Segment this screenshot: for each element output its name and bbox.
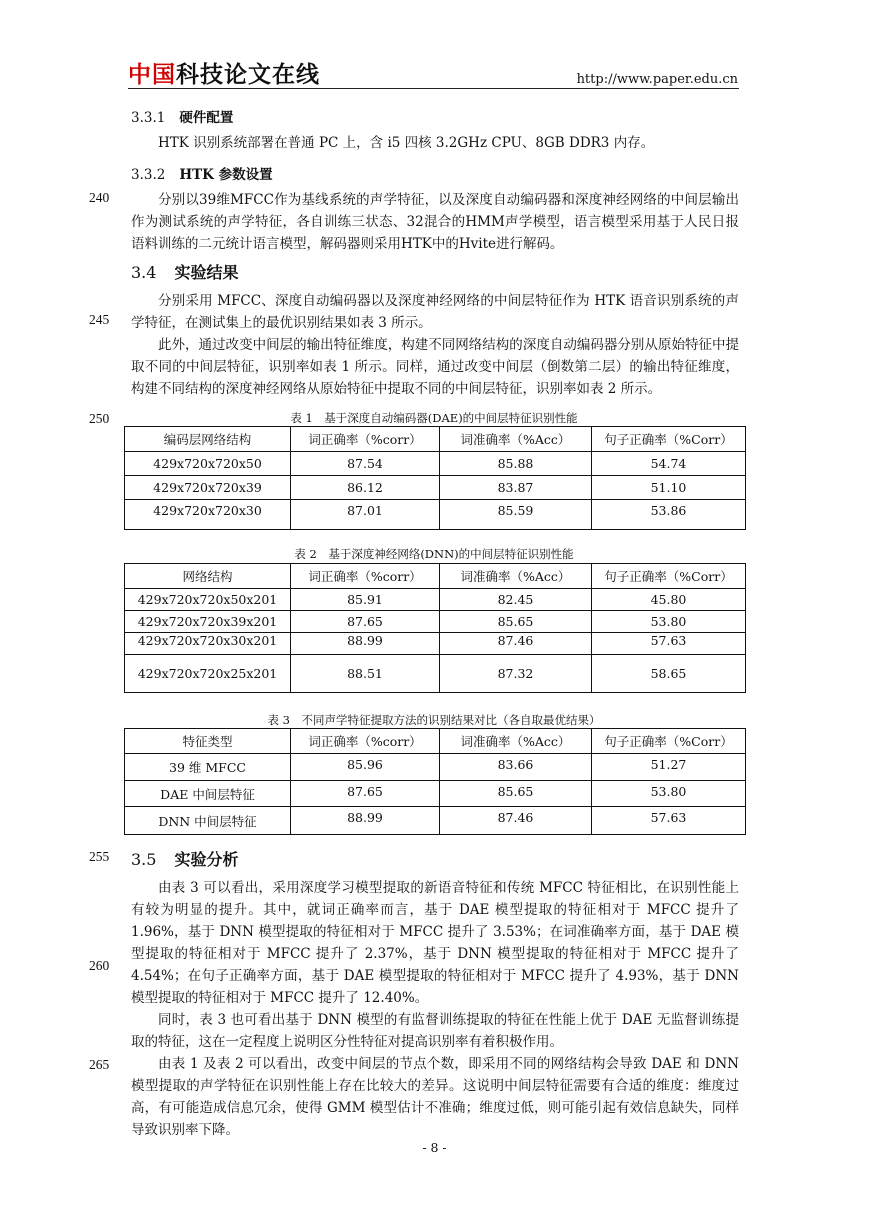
table-cell: 429x720x720x30x201	[125, 633, 291, 655]
header-url[interactable]: http://www.paper.edu.cn	[576, 72, 738, 87]
paragraph-htk-params: 分别以39维MFCC作为基线系统的声学特征，以及深度自动编码器和深度神经网络的中间层输出作为测试系统的声学特征，各自训练三状态、32混合的HMM声学模型，语言模型采用基于人民日报语料训练的二元统计语言模型，解码器则采用HTK中的Hvite进行解码。	[131, 192, 739, 252]
table-cell: 87.46	[440, 633, 592, 655]
table-cell: 85.96	[291, 754, 440, 781]
table-cell: 429x720x720x50x201	[125, 589, 291, 611]
table-cell: 51.27	[592, 754, 746, 781]
subsection-heading-3-3-1: 3.3.1 硬件配置	[131, 110, 234, 126]
table-2	[124, 563, 746, 693]
table-header-cell: 词正确率（%corr）	[291, 564, 440, 589]
line-number: 245	[89, 312, 110, 327]
table-header-cell: 词正确率（%corr）	[291, 729, 440, 754]
table-cell: 39 维 MFCC	[125, 754, 291, 781]
table-cell: 88.99	[291, 807, 440, 835]
table-cell: 53.80	[592, 781, 746, 807]
subsection-heading-3-3-2: 3.3.2 HTK 参数设置	[131, 167, 273, 183]
table-cell: 83.87	[440, 476, 592, 500]
table-row	[125, 807, 746, 835]
table-header-cell: 词准确率（%Acc）	[440, 427, 592, 452]
header-divider	[128, 88, 739, 89]
table-row	[125, 655, 746, 693]
table-row	[125, 589, 746, 611]
table-cell: 82.45	[440, 589, 592, 611]
table-row	[125, 781, 746, 807]
table-row	[125, 611, 746, 633]
table-row	[125, 633, 746, 655]
page-number: - 8 -	[422, 1140, 447, 1155]
table-cell: 85.59	[440, 500, 592, 530]
table-cell: 429x720x720x25x201	[125, 655, 291, 693]
table-cell: 87.01	[291, 500, 440, 530]
line-number: 250	[89, 411, 110, 426]
table-row	[125, 452, 746, 476]
table-header-cell: 句子正确率（%Corr）	[592, 729, 746, 754]
section-heading-3-4: 3.4 实验结果	[131, 263, 239, 282]
table-cell: 87.32	[440, 655, 592, 693]
section-heading-3-5: 3.5 实验分析	[131, 850, 239, 869]
table-cell: 429x720x720x39	[125, 476, 291, 500]
table-header-cell: 特征类型	[125, 729, 291, 754]
table-cell: 86.12	[291, 476, 440, 500]
table-cell: 57.63	[592, 633, 746, 655]
table-cell: 87.65	[291, 781, 440, 807]
table-cell: 53.86	[592, 500, 746, 530]
table-cell: 83.66	[440, 754, 592, 781]
table-cell: 88.99	[291, 633, 440, 655]
table-row	[125, 476, 746, 500]
table-header-cell: 句子正确率（%Corr）	[592, 427, 746, 452]
table-1	[124, 426, 746, 530]
table-header-cell: 词准确率（%Acc）	[440, 564, 592, 589]
line-number: 240	[89, 190, 110, 205]
paragraph-analysis: 由表 3 可以看出，采用深度学习模型提取的新语音特征和传统 MFCC 特征相比，在识别性能上有较为明显的提升。其中，就词正确率而言，基于 DAE 模型提取的特征相对于 MFCC 提升了 1.96%，基于 DNN 模型提取的特征相对于 MFCC 提升了 3.53%；在词准确率方面，基于 DAE 模型提取的特征相对于 MFCC 提升了 2.37%，基于 DNN 模型提取的特征相对于 MFCC 提升了 4.54%；在句子正确率方面，基于 DAE 模型提取的特征相对于 MFCC 提升了 4.93%，基于 DNN 模型提取的特征相对于 MFCC 提升了 12.40%。 同时，表 3 也可看出基于 DNN 模型的有监督训练提取的特征在性能上优于 DAE 无监督训练提取的特征，这在一定程度上说明区分性特征对提高识别率有着积极作用。 由表 1 及表 2 可以看出，改变中间层的节点个数，即采用不同的网络结构会导致 DAE 和 DNN 模型提取的声学特征在识别性能上存在比较大的差异。这说明中间层特征需要有合适的维度：维度过高，有可能造成信息冗余，使得 GMM 模型估计不准确；维度过低，则可能引起有效信息缺失，同样导致识别率下降。	[131, 880, 739, 1138]
table-cell: 87.54	[291, 452, 440, 476]
table-cell: 87.65	[291, 611, 440, 633]
table-cell: 85.65	[440, 611, 592, 633]
table-header-row	[125, 427, 746, 452]
line-number: 255	[89, 849, 110, 864]
table-3-caption: 表 3 不同声学特征提取方法的识别结果对比（各自取最优结果）	[267, 713, 601, 727]
table-cell: DAE 中间层特征	[125, 781, 291, 807]
table-1-caption: 表 1 基于深度自动编码器(DAE)的中间层特征识别性能	[290, 411, 578, 425]
table-cell: DNN 中间层特征	[125, 807, 291, 835]
table-header-cell: 句子正确率（%Corr）	[592, 564, 746, 589]
line-number: 260	[89, 958, 110, 973]
table-cell: 58.65	[592, 655, 746, 693]
table-cell: 429x720x720x50	[125, 452, 291, 476]
table-cell: 45.80	[592, 589, 746, 611]
table-cell: 87.46	[440, 807, 592, 835]
table-cell: 429x720x720x30	[125, 500, 291, 530]
table-header-cell: 词正确率（%corr）	[291, 427, 440, 452]
table-cell: 85.65	[440, 781, 592, 807]
table-row	[125, 754, 746, 781]
table-header-row	[125, 564, 746, 589]
table-cell: 85.88	[440, 452, 592, 476]
journal-logo: 中国科技论文在线	[128, 62, 320, 88]
table-header-row	[125, 729, 746, 754]
table-cell: 57.63	[592, 807, 746, 835]
table-cell: 54.74	[592, 452, 746, 476]
paragraph-results: 分别采用 MFCC、深度自动编码器以及深度神经网络的中间层特征作为 HTK 语音识别系统的声学特征，在测试集上的最优识别结果如表 3 所示。 此外，通过改变中间层的输出特征维度，构建不同网络结构的深度自动编码器分别从原始特征中提取不同的中间层特征，识别率如表 1 所示。同样，通过改变中间层（倒数第二层）的输出特征维度，构建不同结构的深度神经网络从原始特征中提取不同的中间层特征，识别率如表 2 所示。	[131, 293, 739, 397]
table-header-cell: 网络结构	[125, 564, 291, 589]
table-row	[125, 500, 746, 530]
paragraph-hardware: HTK 识别系统部署在普通 PC 上，含 i5 四核 3.2GHz CPU、8GB DDR3 内存。	[158, 135, 655, 151]
table-3	[124, 728, 746, 835]
table-cell: 51.10	[592, 476, 746, 500]
table-2-caption: 表 2 基于深度神经网络(DNN)的中间层特征识别性能	[294, 547, 574, 561]
table-cell: 53.80	[592, 611, 746, 633]
line-number: 265	[89, 1057, 110, 1072]
table-cell: 88.51	[291, 655, 440, 693]
table-cell: 85.91	[291, 589, 440, 611]
table-header-cell: 编码层网络结构	[125, 427, 291, 452]
table-cell: 429x720x720x39x201	[125, 611, 291, 633]
table-header-cell: 词准确率（%Acc）	[440, 729, 592, 754]
